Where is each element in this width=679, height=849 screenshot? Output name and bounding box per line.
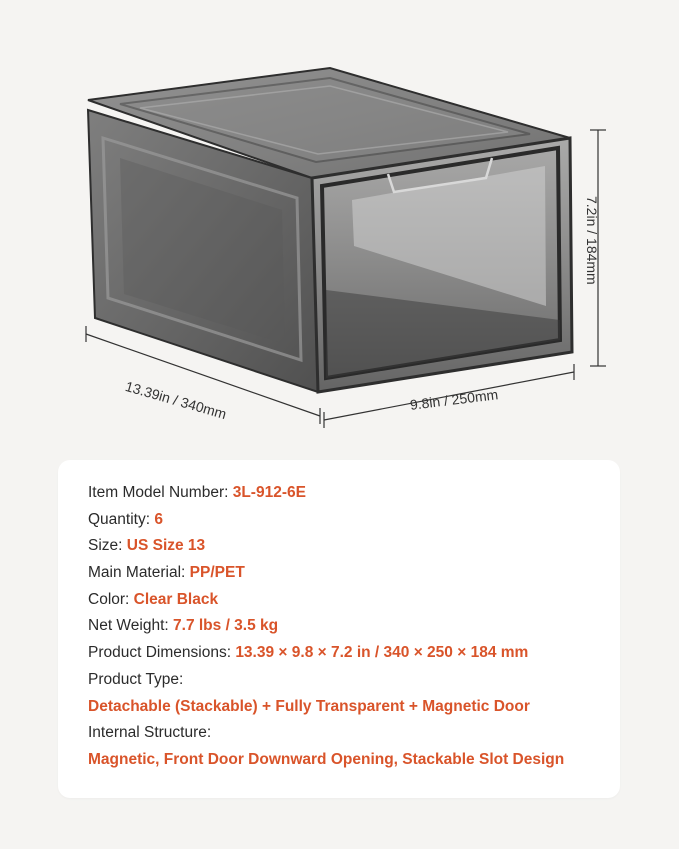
spec-label: Product Type: xyxy=(88,670,184,688)
spec-value: Magnetic, Front Door Downward Opening, Stackable Slot Design xyxy=(88,750,565,768)
spec-row-product-type-value xyxy=(88,694,600,721)
spec-value: 13.39 × 9.8 × 7.2 in / 340 × 250 × 184 mm xyxy=(235,644,529,662)
spec-value: 6 xyxy=(154,510,163,528)
spec-row-dimensions xyxy=(88,640,600,667)
spec-label: Item Model Number: xyxy=(88,484,233,501)
spec-value: US Size 13 xyxy=(126,537,206,555)
spec-row-model xyxy=(88,480,600,507)
spec-row-color xyxy=(88,587,600,614)
height-dimension-label: 7.2in / 184mm xyxy=(584,196,600,285)
spec-label: Net Weight: xyxy=(88,617,174,635)
spec-card xyxy=(58,460,620,798)
spec-row-internal-structure xyxy=(88,720,600,747)
spec-row-product-type xyxy=(88,667,600,694)
spec-row-internal-structure-value xyxy=(88,747,600,774)
spec-value: Clear Black xyxy=(133,590,219,608)
spec-row-quantity xyxy=(88,507,600,534)
box-front-door xyxy=(312,138,572,392)
spec-value: 3L-912-6E xyxy=(232,484,306,501)
spec-label: Internal Structure: xyxy=(88,724,212,742)
spec-list xyxy=(88,480,600,774)
width-dimension-label: 9.8in / 250mm xyxy=(409,386,500,413)
spec-value: 7.7 lbs / 3.5 kg xyxy=(173,617,279,635)
spec-label: Product Dimensions: xyxy=(88,644,236,662)
spec-row-size xyxy=(88,533,600,560)
spec-value: Detachable (Stackable) + Fully Transparent + Magnetic Door xyxy=(88,697,530,715)
spec-label: Size: xyxy=(88,537,127,555)
spec-label: Color: xyxy=(88,590,134,608)
spec-row-weight xyxy=(88,613,600,640)
spec-label: Quantity: xyxy=(88,510,155,528)
spec-value: PP/PET xyxy=(189,564,245,582)
depth-dimension-label: 13.39in / 340mm xyxy=(123,378,229,423)
spec-row-material xyxy=(88,560,600,587)
spec-label: Main Material: xyxy=(88,564,190,582)
